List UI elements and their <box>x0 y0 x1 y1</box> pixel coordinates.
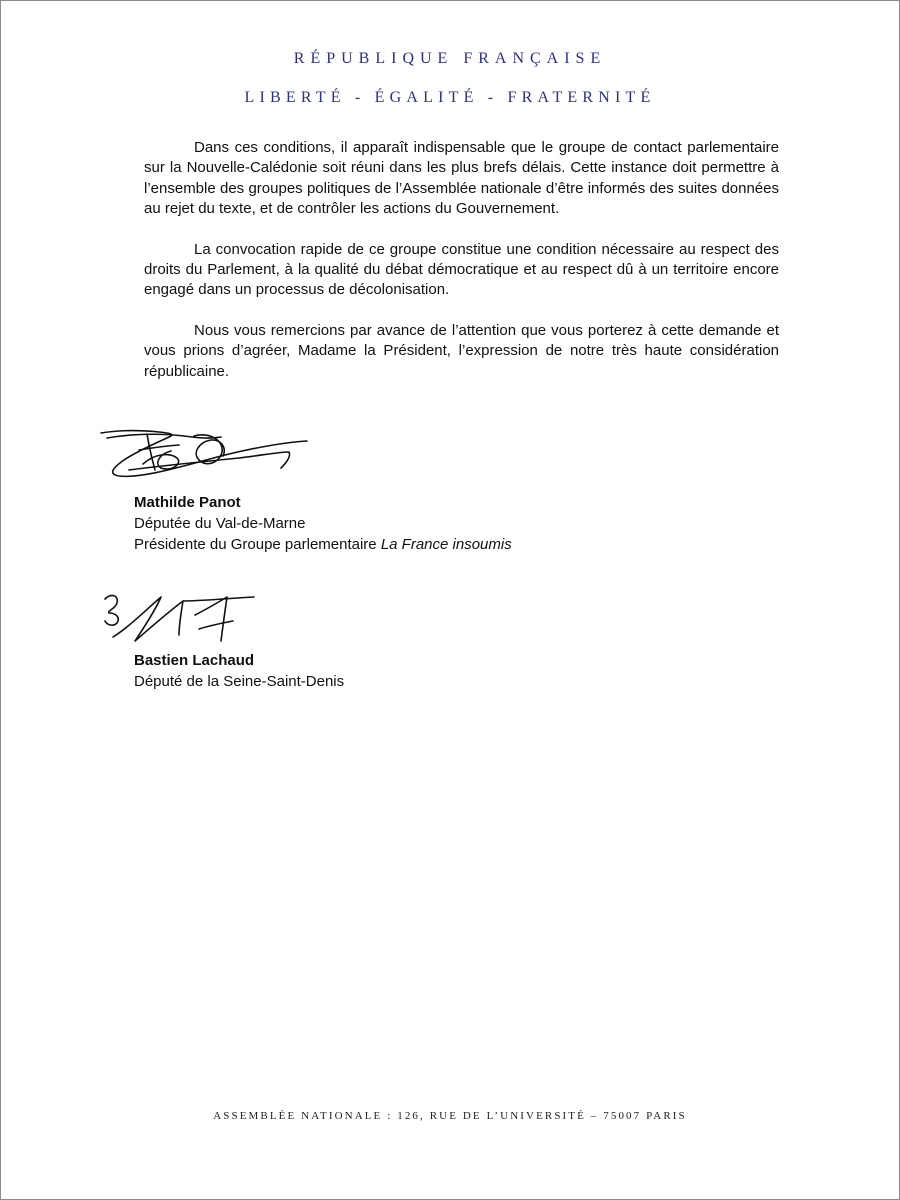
signer-block-lachaud <box>134 650 344 692</box>
paragraph-3: Nous vous remercions par avance de l’attention que vous porterez à cette demande et vous prions d’agréer, Madame la Président, l’expression de notre très haute considération républicaine. <box>144 321 779 380</box>
paragraph-1: Dans ces conditions, il apparaît indispensable que le groupe de contact parlementaire sur la Nouvelle-Calédonie soit réuni dans les plus brefs délais. Cette instance doit permettre à l’ensemble des groupes politiques de l’Assemblée nationale d’être informés des suites données au rejet du texte, et de contrôler les actions du Gouvernement. <box>144 139 779 218</box>
signer-name: Bastien Lachaud <box>134 652 255 669</box>
signer-title: Députée du Val-de-Marne <box>134 515 306 532</box>
signature-panot <box>99 424 314 496</box>
paragraph-2: La convocation rapide de ce groupe constitue une condition nécessaire au respect des droits du Parlement, à la qualité du débat démocratique et au respect dû à un territoire encore engagé dans un processus de décolonisation. <box>144 240 779 299</box>
footer-address: ASSEMBLÉE NATIONALE : 126, RUE DE L’UNIVERSITÉ – 75007 PARIS <box>213 1110 687 1122</box>
signature-lachaud <box>99 579 259 651</box>
signer-name: Mathilde Panot <box>134 494 241 511</box>
signer-title: Député de la Seine-Saint-Denis <box>134 673 345 690</box>
header-republique: RÉPUBLIQUE FRANÇAISE <box>293 50 607 67</box>
signer-block-panot <box>134 492 512 555</box>
header-devise: LIBERTÉ - ÉGALITÉ - FRATERNITÉ <box>244 89 656 106</box>
letter-body <box>144 138 779 402</box>
signer-role: Présidente du Groupe parlementaire La France insoumis <box>134 536 512 553</box>
